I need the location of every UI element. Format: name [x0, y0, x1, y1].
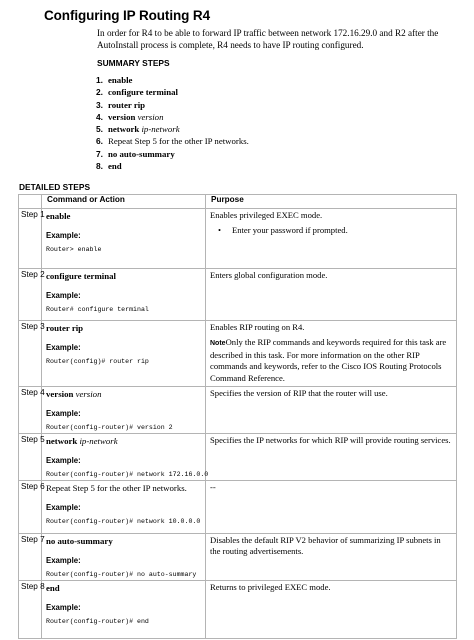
step-number: Step 2 [19, 269, 42, 321]
summary-step [96, 123, 249, 135]
intro-paragraph: In order for R4 to be able to forward IP traffic between network 172.16.29.0 and R2 after the AutoInstall process is complete, R4 needs to have IP routing configured. [97, 28, 439, 50]
summary-step [96, 135, 249, 147]
command-argument: ip-network [79, 436, 118, 447]
table-row [19, 209, 457, 269]
command-cell [42, 321, 206, 387]
summary-steps-list [96, 74, 249, 172]
step-number: Step 1 [19, 209, 42, 269]
summary-step-number: 7. [96, 148, 103, 159]
purpose-cell [206, 534, 457, 581]
step-number: Step 4 [19, 387, 42, 434]
example-code: Router# configure terminal [46, 306, 149, 313]
command-text [46, 482, 203, 494]
summary-step-command: configure terminal [108, 87, 178, 98]
summary-step-number: 5. [96, 124, 103, 135]
summary-step-argument: ip-network [141, 124, 180, 135]
step-number: Step 7 [19, 534, 42, 581]
purpose-cell [206, 209, 457, 269]
purpose-note [210, 337, 452, 384]
command-keyword: no auto-summary [46, 536, 113, 547]
detailed-steps-table [18, 194, 457, 639]
table-row [19, 434, 457, 481]
example-label: Example: [46, 231, 81, 240]
summary-step-number: 6. [96, 136, 103, 147]
command-text [46, 388, 203, 400]
command-cell [42, 534, 206, 581]
summary-step-argument: version [137, 111, 164, 122]
command-text [46, 210, 203, 222]
command-keyword: network [46, 436, 78, 447]
example-label: Example: [46, 456, 81, 466]
purpose-text: Returns to privileged EXEC mode. [210, 582, 331, 593]
table-row [19, 481, 457, 534]
summary-step-command: version [108, 111, 136, 122]
example-code: Router(config)# router rip [46, 358, 149, 365]
purpose-text: Enters global configuration mode. [210, 270, 328, 280]
table-row [19, 534, 457, 581]
command-cell [42, 434, 209, 481]
summary-steps-heading: SUMMARY STEPS [97, 58, 170, 68]
example-code: Router(config-router)# version 2 [46, 424, 173, 432]
table-row [19, 581, 457, 639]
note-label: Note [210, 340, 226, 348]
purpose-text: Disables the default RIP V2 behavior of summarizing IP subnets in the routing advertisements. [210, 535, 441, 557]
summary-step-command: no auto-summary [108, 148, 175, 159]
purpose-cell [206, 321, 457, 387]
summary-step-text: Repeat Step 5 for the other IP networks. [108, 136, 249, 147]
command-description: Repeat Step 5 for the other IP networks. [46, 483, 187, 494]
table-row [19, 321, 457, 387]
summary-step [96, 99, 249, 111]
step-number: Step 5 [19, 434, 42, 481]
summary-step [96, 74, 249, 86]
step-number: Step 3 [19, 321, 42, 387]
summary-step-number: 8. [96, 161, 103, 172]
command-text [46, 322, 203, 334]
step-number: Step 8 [19, 581, 42, 639]
purpose-bullet [210, 225, 452, 236]
purpose-column-header: Purpose [206, 195, 457, 209]
purpose-cell [206, 269, 457, 321]
command-column-header: Command or Action [42, 195, 206, 209]
example-code: Router(config-router)# no auto-summary [46, 571, 197, 579]
example-label: Example: [46, 503, 81, 513]
example-label: Example: [46, 603, 81, 613]
purpose-cell [206, 581, 457, 639]
example-code: Router(config-router)# network 172.16.0.0 [46, 471, 209, 479]
purpose-cell [206, 387, 457, 434]
summary-step [96, 160, 249, 172]
summary-step [96, 148, 249, 160]
command-text [46, 535, 203, 547]
note-text: Only the RIP commands and keywords required for this task are described in this task. For more information on the other RIP commands and keywords, refer to the Cisco IOS Routing Protocols Command Reference. [210, 337, 447, 383]
example-code: Router(config-router)# end [46, 618, 149, 626]
summary-step [96, 86, 249, 98]
command-cell [42, 387, 206, 434]
summary-step-command: enable [108, 75, 133, 85]
purpose-cell [206, 481, 457, 534]
summary-step-command: router rip [108, 99, 146, 110]
example-label: Example: [46, 291, 81, 300]
command-keyword: enable [46, 211, 71, 221]
step-column-header [19, 195, 42, 209]
summary-step [96, 111, 249, 123]
example-label: Example: [46, 343, 81, 352]
purpose-cell [206, 434, 457, 481]
step-number: Step 6 [19, 481, 42, 534]
summary-step-number: 1. [96, 75, 103, 85]
command-cell [42, 581, 206, 639]
summary-step-number: 4. [96, 111, 103, 122]
command-text [46, 582, 203, 594]
command-keyword: end [46, 583, 60, 594]
command-cell [42, 269, 206, 321]
purpose-bullet-text: Enter your password if prompted. [232, 225, 348, 236]
purpose-text: Enables RIP routing on R4. [210, 322, 305, 332]
summary-step-number: 3. [96, 99, 103, 110]
command-keyword: version [46, 389, 74, 400]
page-title: Configuring IP Routing R4 [44, 8, 210, 23]
purpose-text: Enables privileged EXEC mode. [210, 210, 323, 220]
purpose-text: -- [210, 482, 216, 493]
command-text [46, 435, 203, 447]
bullet-icon: • [218, 225, 222, 236]
table-header-row [19, 195, 457, 209]
example-label: Example: [46, 409, 81, 419]
example-code: Router(config-router)# network 10.0.0.0 [46, 518, 201, 526]
example-code: Router> enable [46, 246, 102, 253]
purpose-text: Specifies the version of RIP that the router will use. [210, 388, 388, 399]
command-text [46, 270, 203, 282]
summary-step-command: end [108, 161, 122, 172]
table-row [19, 269, 457, 321]
command-keyword: configure terminal [46, 271, 116, 281]
purpose-text: Specifies the IP networks for which RIP will provide routing services. [210, 435, 451, 446]
summary-step-number: 2. [96, 87, 103, 98]
summary-step-command: network [108, 124, 140, 135]
command-cell [42, 209, 206, 269]
command-cell [42, 481, 206, 534]
table-row [19, 387, 457, 434]
detailed-steps-heading: DETAILED STEPS [19, 182, 91, 192]
example-label: Example: [46, 556, 81, 566]
command-keyword: router rip [46, 323, 84, 333]
command-argument: version [75, 389, 102, 400]
